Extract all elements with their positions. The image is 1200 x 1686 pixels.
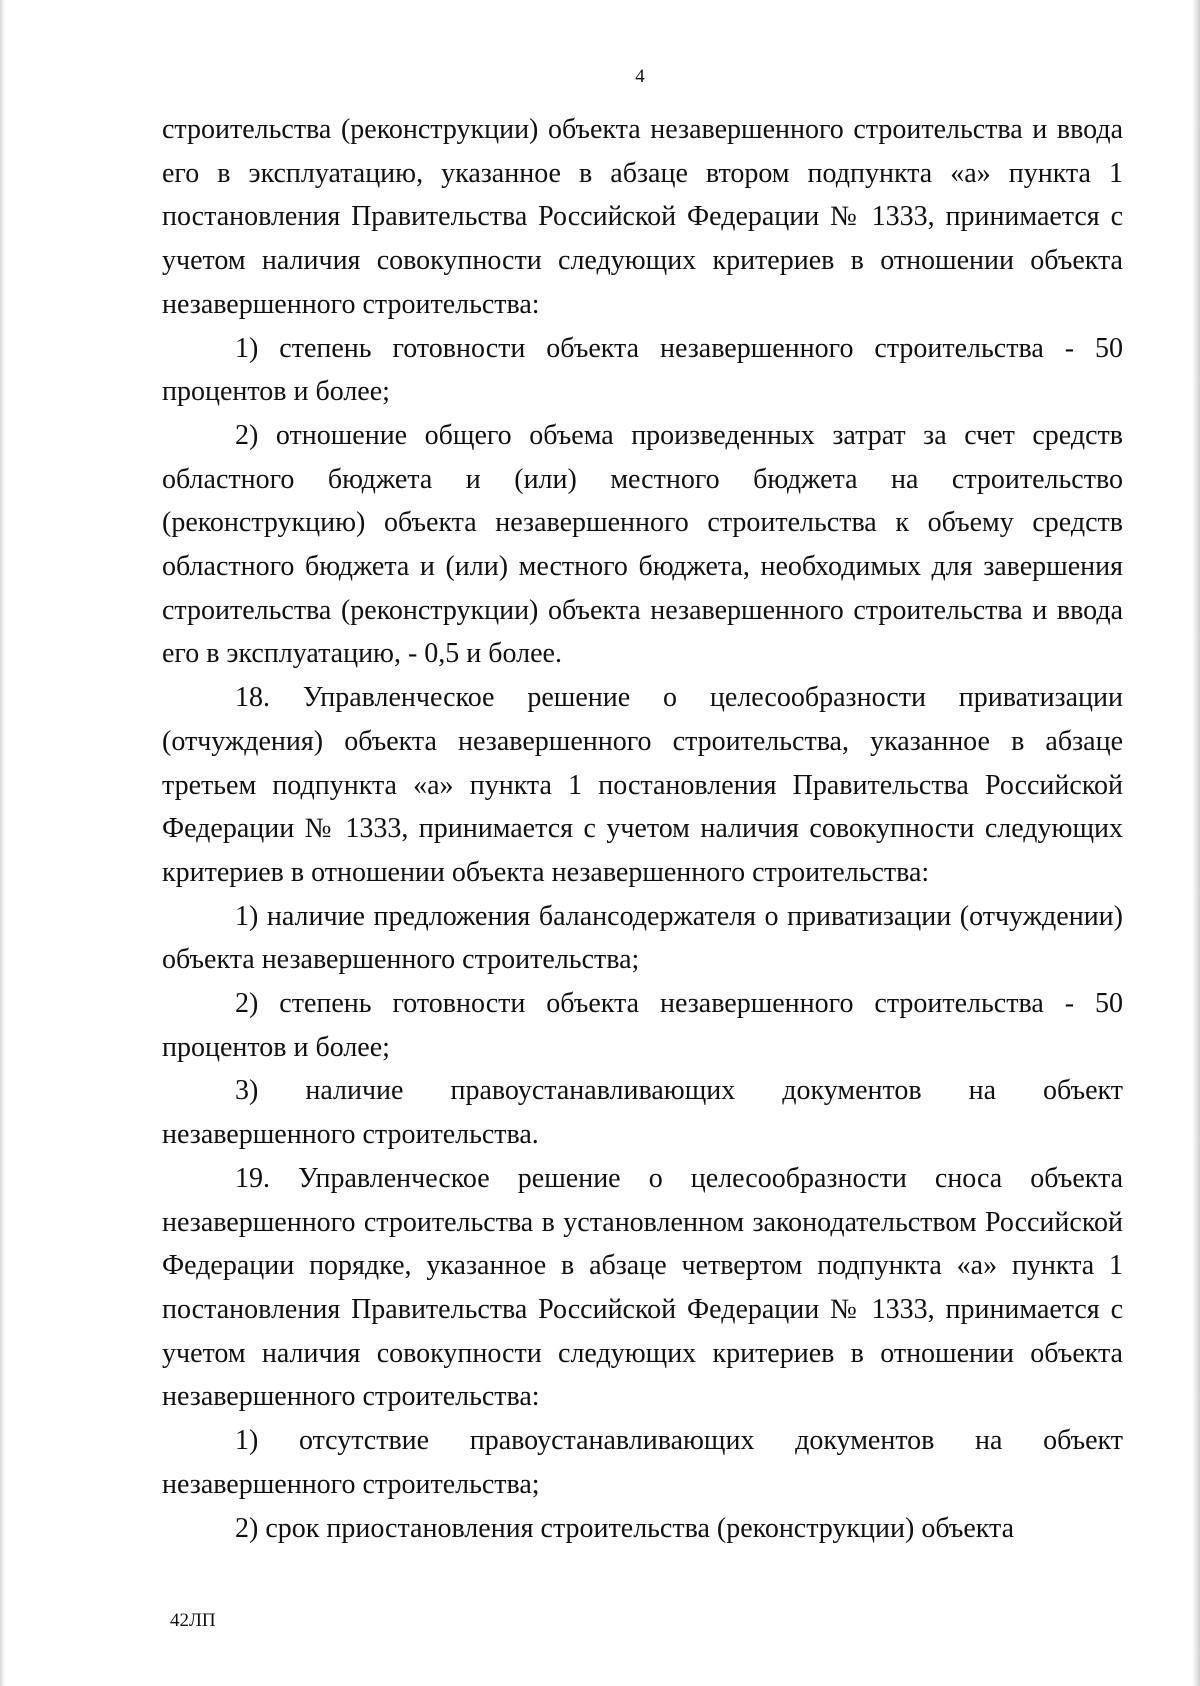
scan-edge-left [0,0,6,1686]
paragraph-18-item-1: 1) наличие предложения балансодержателя о приватизации (отчуждении) объекта незавершенного строительства; [162,900,1123,976]
paragraph-19-item-1: 1) отсутствие правоустанавливающих документов на объект незавершенного строительства; [162,1425,1123,1500]
page-number: 4 [635,66,645,87]
paragraph-18-item-3: 3) наличие правоустанавливающих документов на объект незавершенного строительства. [162,1075,1123,1151]
document-body [162,108,1123,1550]
footer-document-code: 42ЛП [170,1610,216,1631]
paragraph-18: 18. Управленческое решение о целесообразности приватизации (отчуждения) объекта незавершенного строительства, указанное в абзаце третьем подпункта «а» пункта 1 постановления Правительства Российской Федерации № 1333, принимается с учетом наличия совокупности следующих критериев в отношении объекта незавершенного строительства: [162,682,1123,888]
paragraph-19-item-2: 2) срок приостановления строительства (реконструкции) объекта [235,1512,1015,1544]
paragraph-17-item-2: 2) отношение общего объема произведенных затрат за счет средств областного бюджета и (или) местного бюджета на строительство (реконструкцию) объекта незавершенного строительства к объему средств областного бюджета и (или) местного бюджета, необходимых для завершения строительства (реконструкции) объекта незавершенного строительства и ввода его в эксплуатацию, - 0,5 и более. [162,419,1123,670]
paragraph-19: 19. Управленческое решение о целесообразности сноса объекта незавершенного строительства в установленном законодательством Российской Федерации порядке, указанное в абзаце четвертом подпункта «а» пункта 1 постановления Правительства Российской Федерации № 1333, принимается с учетом наличия совокупности следующих критериев в отношении объекта незавершенного строительства: [162,1162,1123,1413]
paragraph-18-item-2: 2) степень готовности объекта незавершенного строительства - 50 процентов и более; [162,988,1123,1063]
paragraph-continuation: строительства (реконструкции) объекта незавершенного строительства и ввода его в эксплуатацию, указанное в абзаце втором подпункта «а» пункта 1 постановления Правительства Российской Федерации № 1333, принимается с учетом наличия совокупности следующих критериев в отношении объекта незавершенного строительства: [162,114,1123,320]
paragraph-17-item-1: 1) степень готовности объекта незавершенного строительства - 50 процентов и более; [162,332,1123,408]
scan-edge-right [1192,0,1200,1686]
